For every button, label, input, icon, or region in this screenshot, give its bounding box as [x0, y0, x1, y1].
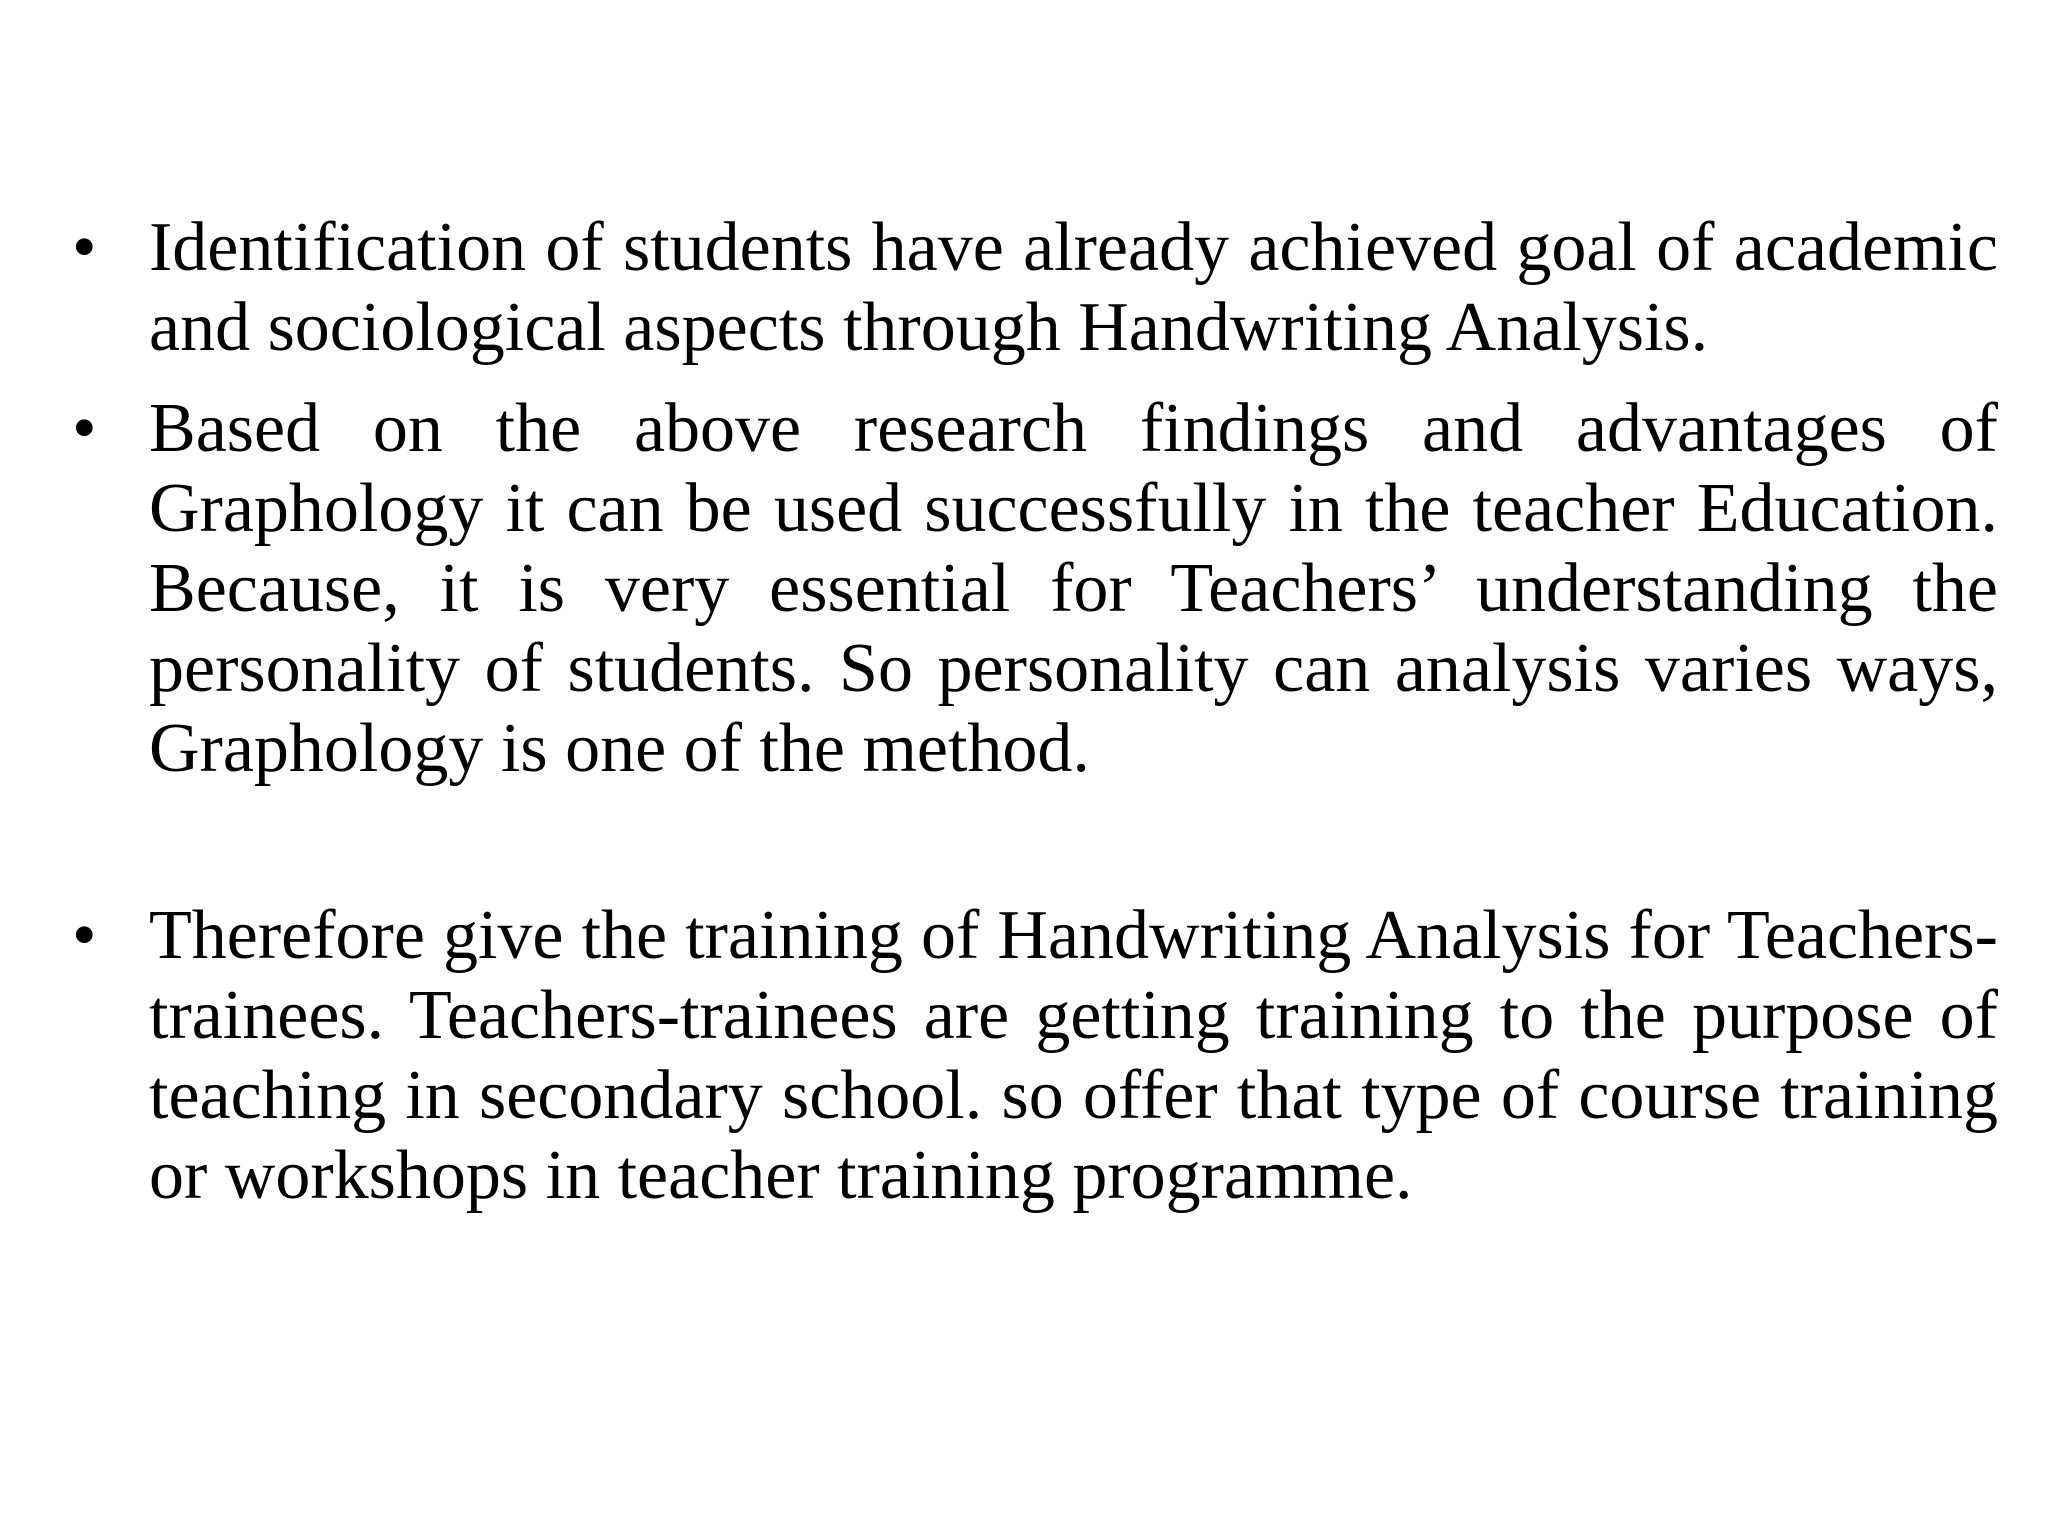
bullet-item-training: [72, 896, 1998, 1216]
bullet-icon: •: [72, 209, 97, 286]
bullet-text: Therefore give the training of Handwriting Analysis for Teachers-trainees. Teachers-trainees are getting training to the purpose of teaching in secondary school. so offer that type of course training or workshops in teacher training programme.: [149, 897, 1998, 1214]
bullet-text: Identification of students have already achieved goal of academic and sociological aspects through Handwriting Analysis.: [149, 209, 1998, 366]
bullet-icon: •: [72, 390, 97, 467]
bullet-text: Based on the above research findings and advantages of Graphology it can be used successfully in the teacher Education. Because, it is very essential for Teachers’ understanding the personality of students. So personality can analysis varies ways, Graphology is one of the method.: [149, 390, 1998, 787]
bullet-icon: •: [72, 897, 97, 974]
bullet-item-graphology: [72, 389, 1998, 789]
bullet-item-identification: [72, 208, 1998, 368]
bullet-list: [72, 208, 1998, 1216]
